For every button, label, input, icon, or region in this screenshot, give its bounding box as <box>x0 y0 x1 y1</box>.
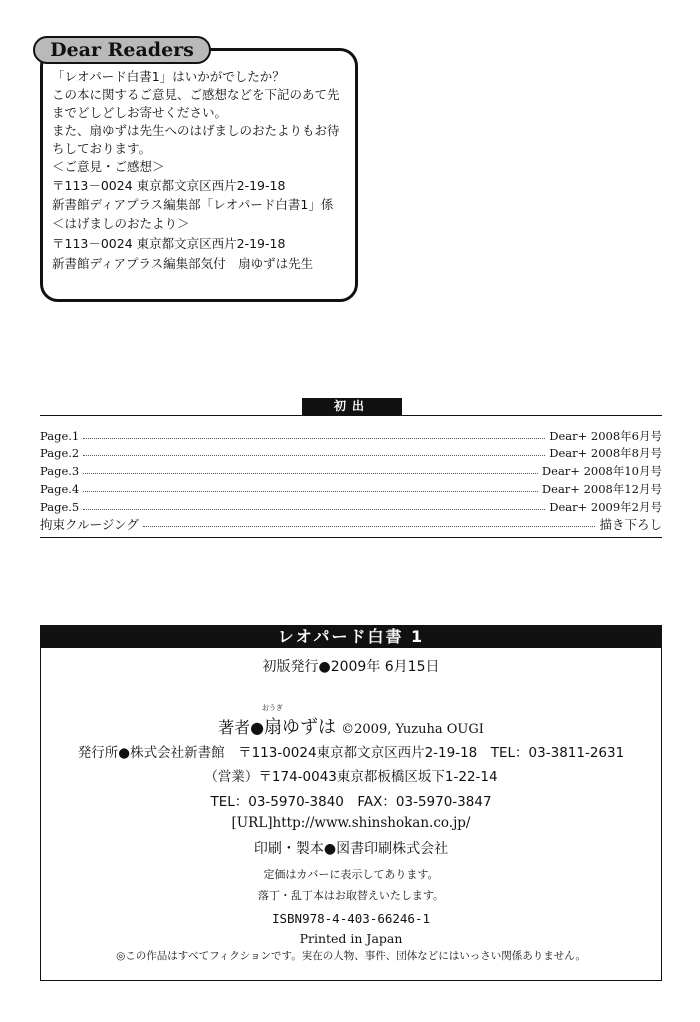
author-ruby: おうぎ <box>262 704 283 712</box>
row-value: Dear+ 2008年12月号 <box>541 482 662 496</box>
book-title: レオパード白書 1 <box>40 625 662 648</box>
website-url: [URL]http://www.shinshokan.co.jp/ <box>231 815 471 831</box>
printed-in: Printed in Japan <box>299 931 403 946</box>
row-label: Page.4 <box>40 482 80 496</box>
row-value: Dear+ 2008年10月号 <box>541 464 662 478</box>
author-label: 著者● <box>218 718 265 737</box>
dear-readers-line: までどしどしお寄せください。 <box>52 105 228 120</box>
row-label: Page.5 <box>40 500 80 514</box>
price-note: 定価はカバーに表示してあります。 <box>263 868 439 881</box>
author-name: 扇ゆずは <box>264 717 337 738</box>
dear-readers-line: 〒113－0024 東京都文京区西片2-19-18 <box>52 236 286 251</box>
row-value: Dear+ 2008年6月号 <box>549 429 662 443</box>
dot-leader <box>83 455 545 456</box>
dear-readers-line: 〒113－0024 東京都文京区西片2-19-18 <box>52 178 286 193</box>
dear-readers-line: 新書館ディアプラス編集部「レオパード白書1」係 <box>52 197 334 212</box>
first-appearance-row <box>40 462 662 480</box>
row-value: Dear+ 2008年8月号 <box>549 446 662 460</box>
row-label: Page.2 <box>40 446 80 460</box>
first-appearance-row <box>40 427 662 445</box>
dear-readers-line: ＜はげましのおたより＞ <box>52 216 190 231</box>
dear-readers-line: 新書館ディアプラス編集部気付 扇ゆずは先生 <box>52 256 314 271</box>
isbn: ISBN978-4-403-66246-1 <box>271 911 431 926</box>
first-appearance-row <box>40 515 662 533</box>
dear-readers-line: ＜ご意見・ご感想＞ <box>52 159 165 174</box>
dot-leader <box>83 509 545 510</box>
row-label: Page.3 <box>40 464 80 478</box>
author-copyright: ©2009, Yuzuha OUGI <box>341 722 484 737</box>
dot-leader <box>83 491 538 492</box>
dear-readers-line: また、扇ゆずは先生へのはげましのおたよりもお待 <box>52 123 340 138</box>
first-appearance-row <box>40 498 662 516</box>
replacement-note: 落丁・乱丁本はお取替えいたします。 <box>257 889 445 902</box>
publisher-line: 発行所●株式会社新書館 〒113-0024東京都文京区西片2-19-18 TEL：03-3811-2631 <box>77 745 625 761</box>
row-value: 描き下ろし <box>599 517 662 532</box>
row-label: Page.1 <box>40 429 80 443</box>
dear-readers-line: 「レオパード白書1」はいかがでしたか？ <box>52 69 285 84</box>
dot-leader <box>143 526 596 527</box>
first-edition-date: 初版発行●2009年 6月15日 <box>262 659 440 675</box>
tel-fax: TEL：03-5970-3840 FAX：03-5970-3847 <box>210 794 492 810</box>
dot-leader <box>83 438 545 439</box>
dear-readers-line: この本に関するご意見、ご感想などを下記のあて先 <box>52 87 340 102</box>
first-appearance-row <box>40 444 662 462</box>
author-line <box>40 713 662 739</box>
dear-readers-line: ちしております。 <box>52 141 152 156</box>
divider <box>40 415 662 416</box>
dear-readers-title: Dear Readers <box>33 36 211 64</box>
first-appearance-heading: 初出 <box>302 398 402 415</box>
divider <box>40 537 662 538</box>
row-value: Dear+ 2009年2月号 <box>549 500 662 514</box>
row-label: 拘束クルージング <box>40 517 139 532</box>
printing-info: 印刷・製本●図書印刷株式会社 <box>253 841 449 857</box>
fiction-disclaimer: ◎この作品はすべてフィクションです。実在の人物、事件、団体などにはいっさい関係ありません。 <box>116 950 586 962</box>
dot-leader <box>83 473 538 474</box>
sales-address: （営業）〒174-0043東京都板橋区坂下1-22-14 <box>204 769 498 785</box>
first-appearance-row <box>40 480 662 498</box>
